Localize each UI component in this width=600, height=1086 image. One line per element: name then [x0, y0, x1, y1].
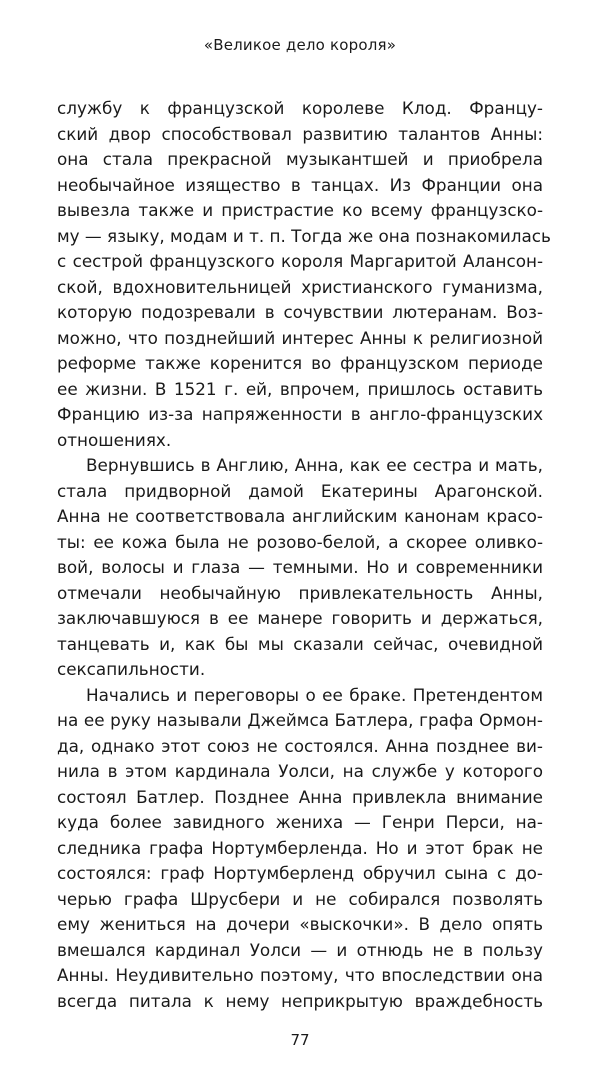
text-line: следника графа Нортумберленда. Но и этот брак не: [57, 837, 543, 858]
text-line: стала придворной дамой Екатерины Арагонской.: [57, 480, 543, 501]
text-line: отношениях.: [57, 429, 172, 450]
running-header-title: «Великое дело короля»: [203, 36, 397, 54]
text-line: состоялся: граф Нортумберленд обручил сына с до-: [57, 863, 543, 883]
text-line: она стала прекрасной музыкантшей и приобрела: [57, 149, 543, 169]
text-line: заключавшуюся в ее манере говорить и держаться,: [57, 608, 543, 628]
text-line: необычайное изящество в танцах. Из Франции она: [57, 174, 543, 195]
page-number: 77: [290, 1031, 310, 1049]
text-line: Анна не соответствовала английским канонам красо-: [57, 506, 543, 526]
body-text: [57, 96, 551, 1014]
text-line: всегда питала к нему неприкрытую враждебность: [57, 990, 543, 1011]
text-line: ский двор способствовал развитию талантов Анны:: [57, 123, 543, 144]
text-line: службу к французской королеве Клод. Францу-: [57, 98, 543, 118]
text-line: отмечали необычайную привлекательность Анны,: [57, 582, 543, 603]
text-line: ты: ее кожа была не розово-белой, а скорее оливко-: [57, 531, 543, 552]
text-line: Вернувшись в Англию, Анна, как ее сестра и мать,: [86, 455, 543, 475]
text-line: ее жизни. В 1521 г. ей, впрочем, пришлось оставить: [57, 378, 543, 399]
text-line: му — языку, модам и т. п. Тогда же она познакомилась: [57, 225, 551, 246]
text-line: нила в этом кардинала Уолси, на службе у которого: [57, 761, 543, 781]
text-line: на ее руку называли Джеймса Батлера, графа Ормон-: [57, 710, 543, 730]
text-line: ской, вдохновительницей христианского гуманизма,: [57, 276, 543, 297]
text-line: с сестрой французского короля Маргаритой Алансон-: [57, 251, 543, 271]
text-line: Начались и переговоры о ее браке. Претендентом: [86, 684, 543, 705]
text-line: куда более завидного жениха — Генри Перси, на-: [57, 812, 543, 832]
text-line: которую подозревали в сочувствии лютеранам. Воз-: [57, 302, 543, 322]
text-line: Анны. Неудивительно поэтому, что впоследствии она: [57, 965, 543, 985]
text-line: вой, волосы и глаза — темными. Но и современники: [57, 557, 543, 577]
text-line: Францию из-за напряженности в англо-французских: [57, 404, 543, 424]
text-line: черью графа Шрусбери и не собирался позволять: [57, 888, 543, 909]
text-line: ему жениться на дочери «выскочки». В дело опять: [57, 914, 543, 934]
text-line: да, однако этот союз не состоялся. Анна позднее ви-: [57, 735, 543, 756]
text-line: вмешался кардинал Уолси — и отнюдь не в пользу: [57, 939, 543, 960]
text-line: танцевать и, как бы мы сказали сейчас, очевидной: [57, 633, 543, 654]
text-line: сексапильности.: [57, 659, 206, 679]
text-line: вывезла также и пристрастие ко всему французско-: [57, 200, 543, 220]
text-line: реформе также коренится во французском периоде: [57, 353, 543, 373]
text-line: состоял Батлер. Позднее Анна привлекла внимание: [57, 786, 543, 807]
text-line: можно, что позднейший интерес Анны к религиозной: [57, 327, 543, 348]
